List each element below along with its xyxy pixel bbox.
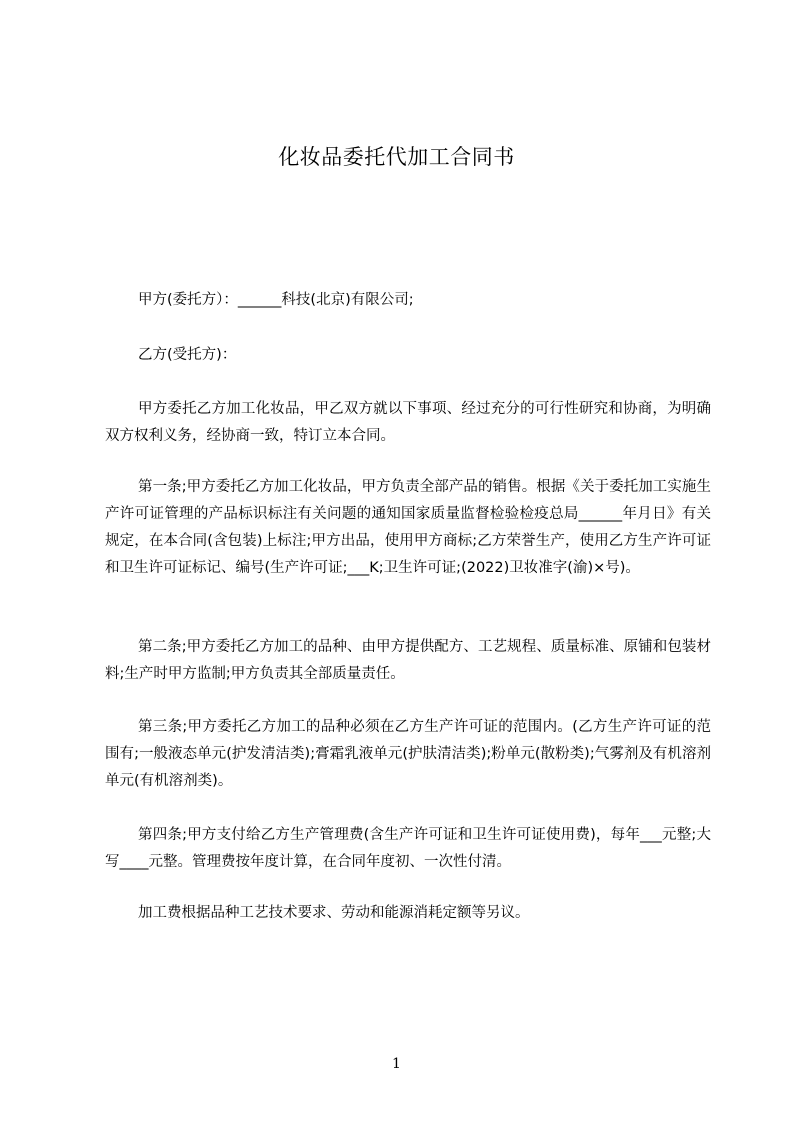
processing-fee-paragraph: 加工费根据品种工艺技术要求、劳动和能源消耗定额等另议。 bbox=[138, 905, 530, 921]
party-a-line: 甲方(委托方）：______科技(北京)有限公司; bbox=[138, 292, 414, 308]
article-3-paragraph: 第三条;甲方委托乙方加工的品种必须在乙方生产许可证的范围内。(乙方生产许可证的范围有;一般液态单元(护发清洁类);膏霜乳液单元(护肤清洁类);粉单元(散粉类);气雾剂及有机溶剂单元(有机溶剂类)。 bbox=[105, 719, 711, 789]
article-1-paragraph: 第一条;甲方委托乙方加工化妆品，甲方负责全部产品的销售。根据《关于委托加工实施生产许可证管理的产品标识标注有关问题的通知国家质量监督检验检疫总局______年月日》有关规定，在本合同(含包装)上标注;甲方出品，使用甲方商标;乙方荣誉生产，使用乙方生产许可证和卫生许可证标记、编号(生产许可证;___K;卫生许可证;(2022)卫妆准字(渝)×号)。 bbox=[105, 479, 711, 576]
article-4-paragraph: 第四条;甲方支付给乙方生产管理费(含生产许可证和卫生许可证使用费)，每年___元整;大写____元整。管理费按年度计算，在合同年度初、一次性付清。 bbox=[105, 827, 711, 870]
document-title: 化妆品委托代加工合同书 bbox=[278, 145, 515, 169]
party-b-line: 乙方(受托方)： bbox=[138, 347, 237, 363]
preamble-paragraph: 甲方委托乙方加工化妆品，甲乙双方就以下事项、经过充分的可行性研究和协商，为明确双方权利义务，经协商一致，特订立本合同。 bbox=[105, 401, 711, 444]
article-2-paragraph: 第二条;甲方委托乙方加工的品种、由甲方提供配方、工艺规程、质量标准、原铺和包装材料;生产时甲方监制;甲方负责其全部质量责任。 bbox=[105, 639, 711, 682]
page-number: 1 bbox=[392, 1056, 401, 1072]
